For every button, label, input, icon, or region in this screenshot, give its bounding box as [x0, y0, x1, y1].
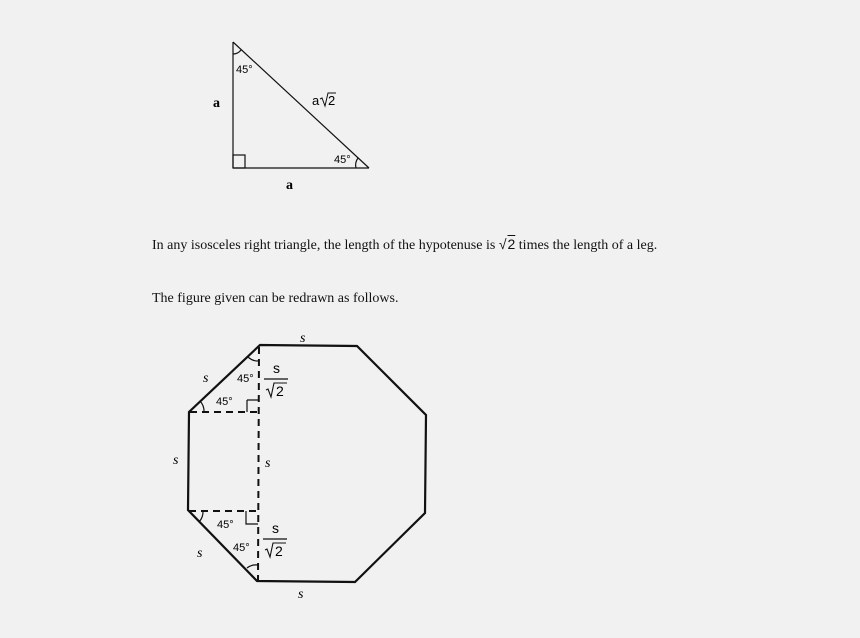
explanation-paragraph [152, 235, 722, 255]
triangle-angle-top: 45° [236, 64, 253, 76]
angle-label-ul-a: 45° [237, 373, 254, 385]
side-label-left: s [173, 453, 179, 468]
angle-arc-ul-top [248, 357, 259, 361]
fraction-upper [264, 360, 288, 399]
angle-arc-ul-left [200, 401, 204, 412]
right-angle-lower [246, 511, 258, 524]
fraction-upper-denominator: 2 [276, 383, 284, 399]
angle-arc-ll-left [199, 511, 203, 522]
octagon-outline [188, 345, 426, 582]
fraction-lower [263, 520, 287, 559]
angle-arc-ll-bottom [247, 565, 258, 568]
explanation-text-after: times the length of a leg. [515, 238, 658, 253]
redraw-paragraph: The figure given can be redrawn as follows. [152, 291, 399, 306]
middle-segment-label: s [265, 456, 271, 471]
octagon [188, 345, 426, 582]
side-label-upper-left: s [203, 371, 209, 386]
angle-label-ll-b: 45° [233, 542, 250, 554]
isosceles-right-triangle [233, 42, 369, 168]
side-label-top: s [300, 331, 306, 346]
svg-text:2: 2 [328, 93, 336, 108]
angle-label-ll-a: 45° [217, 519, 234, 531]
fraction-lower-numerator: s [272, 520, 279, 536]
triangle-base-label: a [286, 178, 293, 193]
angle-arc-top [233, 50, 241, 54]
triangle-hyp-label [312, 93, 336, 108]
triangle-hypotenuse [233, 42, 369, 168]
triangle-leg-label: a [213, 96, 220, 111]
sqrt-expression [499, 236, 515, 252]
side-label-lower-left: s [197, 546, 203, 561]
octagon-angle-marks [199, 357, 259, 568]
explanation-text-before: In any isosceles right triangle, the length of the hypotenuse is [152, 238, 499, 253]
angle-label-ul-b: 45° [216, 396, 233, 408]
fraction-upper-numerator: s [273, 360, 280, 376]
fraction-lower-denominator: 2 [275, 543, 283, 559]
sqrt-icon: √ [498, 236, 507, 252]
triangle-angle-right: 45° [334, 154, 351, 166]
sqrt-radicand: 2 [507, 236, 516, 252]
svg-text:a: a [312, 93, 320, 108]
right-angle-marker [233, 155, 245, 168]
angle-arc-right [356, 158, 358, 168]
right-angle-upper [247, 400, 259, 412]
vertical-dashed-line [258, 347, 259, 580]
side-label-bottom: s [298, 587, 304, 602]
